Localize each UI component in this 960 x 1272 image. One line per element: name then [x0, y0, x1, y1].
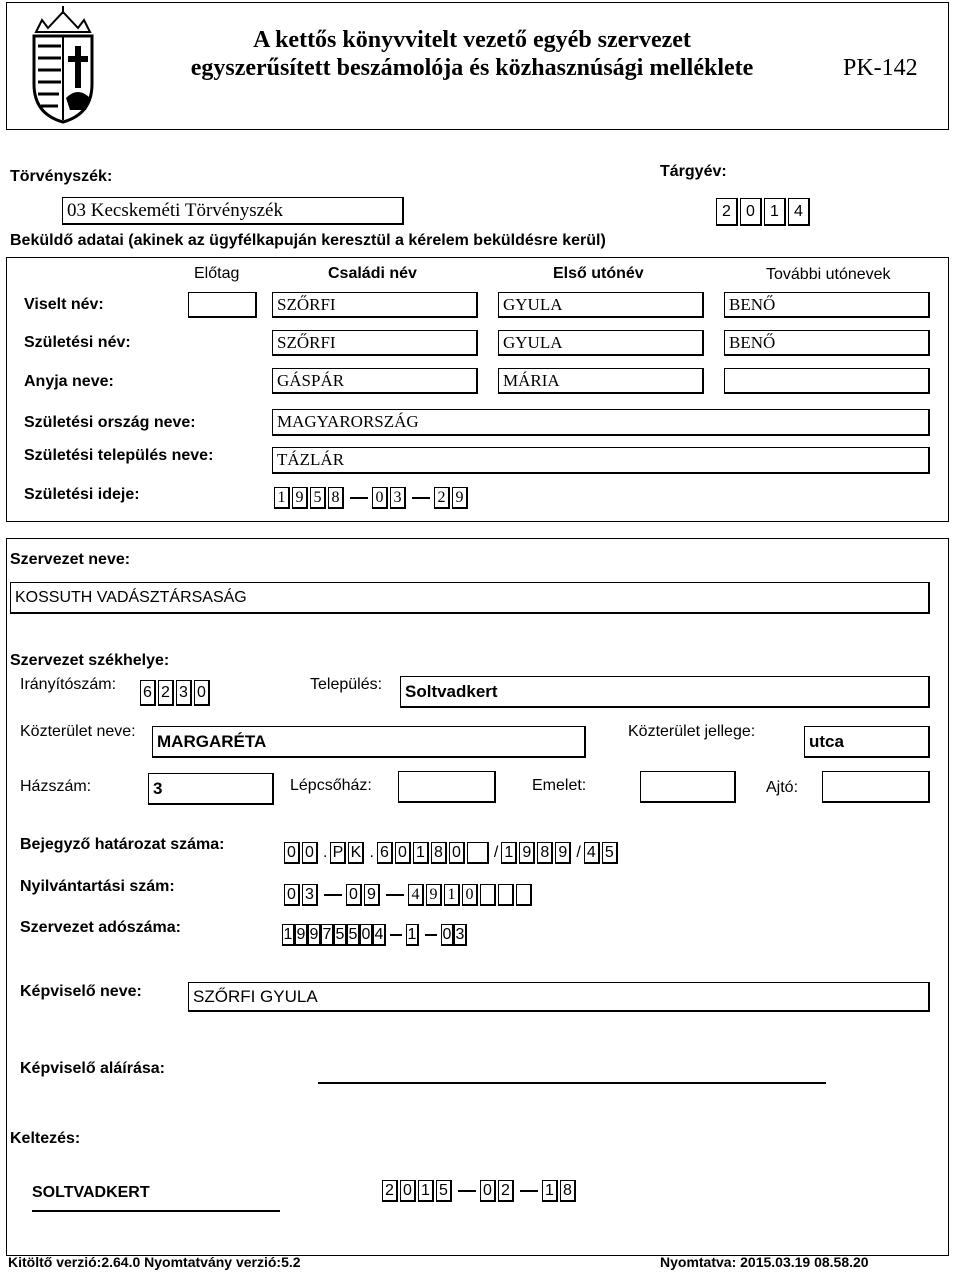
org-seat-label: Szervezet székhelye: — [10, 652, 170, 669]
used-name-label: Viselt név: — [24, 296, 104, 313]
dated-date-digits[interactable] — [382, 1180, 578, 1202]
date-separator — [412, 497, 430, 499]
digit-cell[interactable]: 3 — [176, 680, 192, 706]
digit-cell[interactable]: 8 — [560, 1180, 576, 1202]
digit-cell[interactable]: 1 — [406, 924, 419, 946]
representative-signature-label: Képviselő aláírása: — [20, 1060, 165, 1077]
sender-section-label: Beküldő adatai (akinek az ügyfélkapuján keresztül a kérelem beküldésre kerül) — [10, 232, 606, 249]
street-label: Közterület neve: — [20, 723, 136, 740]
digit-cell[interactable] — [480, 884, 496, 906]
digit-cell[interactable]: 1 — [418, 1180, 434, 1202]
used-name-more[interactable]: BENŐ — [724, 292, 930, 318]
registration-number-digits[interactable] — [284, 884, 534, 906]
digit-cell[interactable] — [498, 884, 514, 906]
date-separator — [520, 1190, 538, 1192]
street-field[interactable]: MARGARÉTA — [152, 726, 586, 758]
number-separator — [386, 894, 404, 896]
digit-cell[interactable]: 1 — [501, 842, 517, 864]
mother-first[interactable]: MÁRIA — [498, 368, 704, 394]
dated-label: Keltezés: — [10, 1130, 81, 1147]
date-separator — [350, 497, 368, 499]
tax-number-digits[interactable] — [282, 924, 467, 946]
door-label: Ajtó: — [766, 779, 799, 796]
digit-cell[interactable]: 0 — [740, 198, 762, 226]
decision-number-label: Bejegyző határozat száma: — [20, 836, 225, 853]
birth-town-field[interactable]: TÁZLÁR — [272, 447, 930, 474]
floor-field[interactable] — [640, 771, 736, 803]
digit-cell[interactable]: 9 — [555, 842, 571, 864]
dated-place[interactable]: SOLTVADKERT — [32, 1184, 150, 1201]
tax-number-label: Szervezet adószáma: — [20, 919, 181, 936]
street-type-field[interactable]: utca — [804, 726, 930, 758]
digit-cell[interactable]: 0 — [302, 842, 318, 864]
col-prefix-header: Előtag — [194, 265, 240, 282]
birth-country-label: Születési ország neve: — [24, 414, 196, 431]
birth-date-digits[interactable] — [274, 487, 470, 509]
col-more-header: További utónevek — [766, 266, 891, 283]
digit-cell[interactable]: 0 — [441, 924, 454, 946]
digit-cell[interactable]: 2 — [716, 198, 738, 226]
digit-cell[interactable]: 0 — [372, 487, 388, 509]
digit-cell[interactable]: 0 — [395, 842, 411, 864]
used-name-prefix[interactable] — [188, 292, 257, 318]
col-first-header: Első utónév — [553, 265, 644, 282]
slash-separator: / — [493, 844, 499, 861]
digit-cell[interactable] — [467, 842, 489, 864]
form-code: PK-142 — [843, 55, 918, 81]
col-family-header: Családi név — [328, 265, 417, 282]
digit-cell[interactable]: 0 — [284, 884, 300, 906]
town-label: Település: — [310, 676, 383, 693]
digit-cell[interactable]: 1 — [274, 487, 290, 509]
digit-cell[interactable]: 9 — [364, 884, 380, 906]
court-field[interactable]: 03 Kecskeméti Törvényszék — [62, 197, 404, 225]
digit-cell[interactable]: 9 — [295, 924, 308, 946]
house-number-label: Házszám: — [20, 778, 92, 795]
mother-family[interactable]: GÁSPÁR — [272, 368, 478, 394]
digit-cell[interactable]: 1 — [282, 924, 295, 946]
digit-cell[interactable]: K — [348, 842, 364, 864]
digit-cell[interactable]: 3 — [454, 924, 467, 946]
digit-cell[interactable]: 9 — [308, 924, 321, 946]
digit-cell[interactable]: 4 — [373, 924, 386, 946]
digit-cell[interactable]: 1 — [444, 884, 460, 906]
digit-cell[interactable]: 8 — [328, 487, 344, 509]
town-field[interactable]: Soltvadkert — [400, 676, 930, 708]
decision-number-digits[interactable] — [284, 842, 620, 864]
house-number-field[interactable]: 3 — [148, 773, 274, 805]
digit-cell[interactable]: 5 — [310, 487, 326, 509]
digit-cell[interactable]: 2 — [498, 1180, 514, 1202]
digit-cell[interactable]: 9 — [292, 487, 308, 509]
mother-more[interactable] — [724, 368, 930, 394]
digit-cell[interactable]: 0 — [480, 1180, 496, 1202]
digit-cell[interactable]: 9 — [452, 487, 468, 509]
org-name-label: Szervezet neve: — [10, 551, 131, 568]
digit-cell[interactable]: 1 — [413, 842, 429, 864]
digit-cell[interactable]: 0 — [449, 842, 465, 864]
digit-cell[interactable]: P — [330, 842, 346, 864]
court-label: Törvényszék: — [10, 168, 113, 185]
digit-cell[interactable] — [516, 884, 532, 906]
digit-cell[interactable]: 8 — [537, 842, 553, 864]
digit-cell[interactable]: 2 — [158, 680, 174, 706]
mother-name-label: Anyja neve: — [24, 373, 114, 390]
representative-name-field[interactable]: SZŐRFI GYULA — [188, 982, 930, 1012]
dot-separator: . — [323, 844, 328, 861]
representative-name-label: Képviselő neve: — [20, 983, 142, 1000]
form-title-line1: A kettős könyvvitelt vezető egyéb szervezet — [253, 27, 691, 53]
footer-printed: Nyomtatva: 2015.03.19 08.58.20 — [660, 1254, 869, 1270]
number-separator — [390, 934, 402, 936]
digit-cell[interactable]: 0 — [360, 924, 373, 946]
year-label: Tárgyév: — [660, 163, 727, 180]
signature-line[interactable] — [318, 1082, 826, 1084]
digit-cell[interactable]: 9 — [426, 884, 442, 906]
digit-cell[interactable]: 3 — [302, 884, 318, 906]
digit-cell[interactable]: 2 — [434, 487, 450, 509]
dot-separator: . — [369, 844, 374, 861]
year-digits[interactable] — [716, 198, 812, 226]
number-separator — [425, 934, 437, 936]
digit-cell[interactable]: 9 — [519, 842, 535, 864]
digit-cell[interactable]: 5 — [602, 842, 618, 864]
registration-number-label: Nyilvántartási szám: — [20, 878, 175, 895]
digit-cell[interactable]: 8 — [431, 842, 447, 864]
slash-separator: / — [576, 844, 581, 861]
digit-cell[interactable]: 0 — [346, 884, 362, 906]
digit-cell[interactable]: 4 — [408, 884, 424, 906]
footer-version: Kitöltő verzió:2.64.0 Nyomtatvány verzió:5.2 — [8, 1254, 301, 1270]
door-field[interactable] — [822, 771, 930, 803]
number-separator — [324, 894, 342, 896]
digit-cell[interactable]: 4 — [584, 842, 600, 864]
date-separator — [458, 1190, 476, 1192]
digit-cell[interactable]: 4 — [788, 198, 810, 226]
place-underline — [32, 1210, 280, 1212]
birth-name-more[interactable]: BENŐ — [724, 330, 930, 356]
digit-cell[interactable]: 0 — [284, 842, 300, 864]
org-name-field[interactable]: KOSSUTH VADÁSZTÁRSASÁG — [10, 582, 930, 614]
digit-cell[interactable]: 3 — [390, 487, 406, 509]
birth-name-label: Születési név: — [24, 334, 131, 351]
digit-cell[interactable]: 0 — [400, 1180, 416, 1202]
hungarian-coat-of-arms-icon — [28, 6, 98, 124]
floor-label: Emelet: — [532, 777, 587, 794]
digit-cell[interactable]: 5 — [347, 924, 360, 946]
birth-country-field[interactable]: MAGYARORSZÁG — [272, 409, 930, 436]
digit-cell[interactable]: 0 — [194, 680, 210, 706]
birth-name-family[interactable]: SZŐRFI — [272, 330, 478, 356]
zip-label: Irányítószám: — [20, 676, 117, 693]
digit-cell[interactable]: 5 — [334, 924, 347, 946]
form-title-line2: egyszerűsített beszámolója és közhasznúsági melléklete — [190, 55, 754, 81]
digit-cell[interactable]: 5 — [436, 1180, 452, 1202]
digit-cell[interactable]: 6 — [377, 842, 393, 864]
digit-cell[interactable]: 0 — [462, 884, 478, 906]
staircase-label: Lépcsőház: — [290, 777, 372, 794]
staircase-field[interactable] — [398, 771, 496, 803]
street-type-label: Közterület jellege: — [628, 723, 756, 740]
digit-cell[interactable]: 6 — [140, 680, 156, 706]
digit-cell[interactable]: 1 — [764, 198, 786, 226]
birth-name-first[interactable]: GYULA — [498, 330, 704, 356]
birth-town-label: Születési település neve: — [24, 447, 214, 464]
digit-cell[interactable]: 1 — [542, 1180, 558, 1202]
digit-cell[interactable]: 2 — [382, 1180, 398, 1202]
used-name-first[interactable]: GYULA — [498, 292, 704, 318]
birth-date-label: Születési ideje: — [24, 486, 140, 503]
digit-cell[interactable]: 7 — [321, 924, 334, 946]
used-name-family[interactable]: SZŐRFI — [272, 292, 478, 318]
zip-digits[interactable] — [140, 680, 212, 706]
